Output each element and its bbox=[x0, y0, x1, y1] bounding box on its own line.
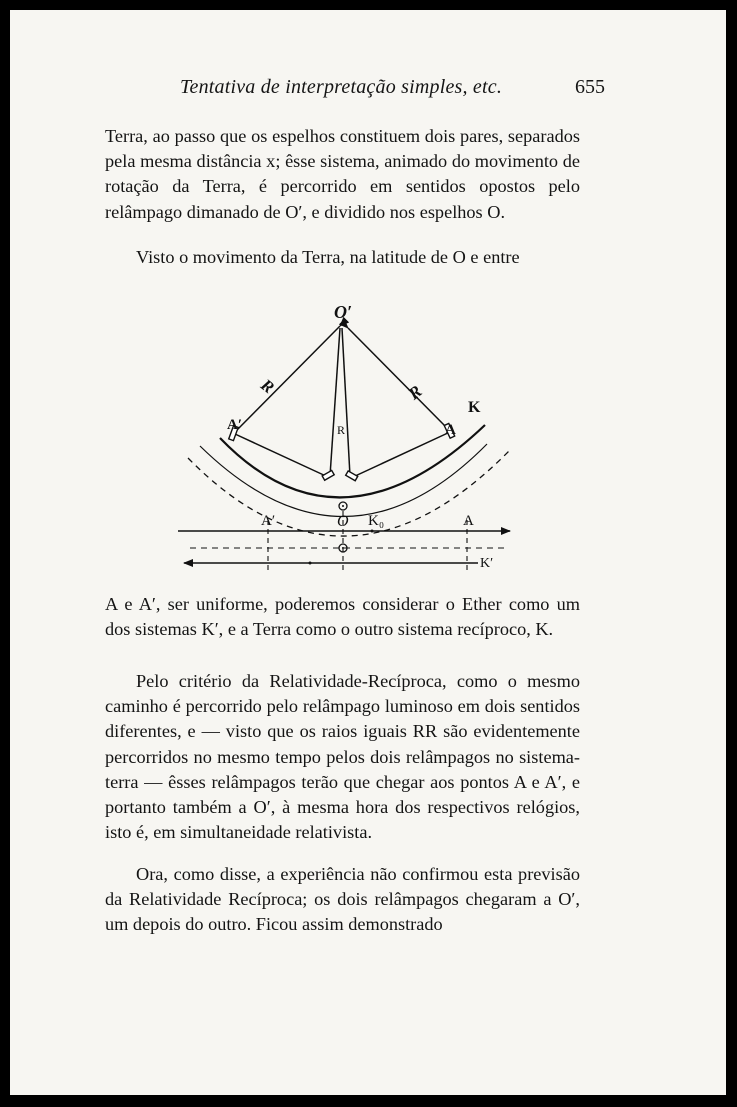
ray-to-a-prime bbox=[235, 326, 340, 432]
paragraph-1: Terra, ao passo que os espelhos constituem dois pares, separados pela mesma distância x; êsse sistema, animado do movimento de rotação da Terra, é percorrido em sentidos opostos pelo relâmpago dimanado de O′, e dividido nos espelhos O. bbox=[105, 126, 580, 222]
label-a-upper: A bbox=[445, 422, 456, 438]
label-r-left: R bbox=[257, 375, 278, 398]
ray-to-a bbox=[348, 328, 449, 430]
label-a-prime-lower: A′ bbox=[261, 513, 276, 529]
label-k-upper: K bbox=[468, 399, 481, 416]
paragraph-2: Visto o movimento da Terra, na latitude de O e entre bbox=[136, 247, 520, 267]
page-header bbox=[180, 76, 605, 104]
paragraph-5: Ora, como disse, a experiência não confirmou esta previsão da Relatividade Recíproca; os dois relâmpagos chegaram a O′, um depois do outro. Ficou assim demonstrado bbox=[105, 864, 580, 935]
ray-center-right bbox=[342, 328, 350, 476]
label-o-lower: O bbox=[337, 513, 349, 530]
mirror-diagram bbox=[160, 288, 530, 588]
label-r-right: R bbox=[404, 381, 426, 404]
label-k-prime: K′ bbox=[480, 556, 494, 571]
paragraph-4: Pelo critério da Relatividade-Recíproca, como o mesmo caminho é percorrido pelo relâmpago luminoso em dois sentidos diferentes, e — visto que os raios iguais RR são evidentemente percorridos no mesmo tempo pelos dois relâmpagos no sistema-terra — êsses relâmpagos terão que chegar aos pontos A e A′, e portanto também a O′, à mesma hora dos respectivos relógios, isto é, em simultaneidade relativista. bbox=[105, 671, 580, 843]
paragraph-3: A e A′, ser uniforme, poderemos considerar o Ether como um dos sistemas K′, e a Terra como o outro sistema recíproco, K. bbox=[105, 594, 580, 640]
running-title: Tentativa de interpretação simples, etc. bbox=[180, 76, 503, 98]
page-number: 655 bbox=[575, 76, 605, 98]
label-a-prime-upper: A′ bbox=[227, 417, 243, 433]
mirror-o-right bbox=[346, 471, 358, 481]
ray-bottom-right bbox=[353, 432, 450, 477]
label-r-center: R bbox=[337, 423, 346, 437]
ray-bottom-left bbox=[235, 434, 328, 477]
label-k0: K₀ bbox=[368, 513, 385, 529]
ray-center-left bbox=[330, 328, 340, 476]
book-page bbox=[10, 10, 726, 1095]
label-a-lower: A bbox=[463, 513, 474, 529]
mirror-o-left bbox=[322, 470, 334, 480]
label-o-prime: O′ bbox=[334, 302, 353, 322]
